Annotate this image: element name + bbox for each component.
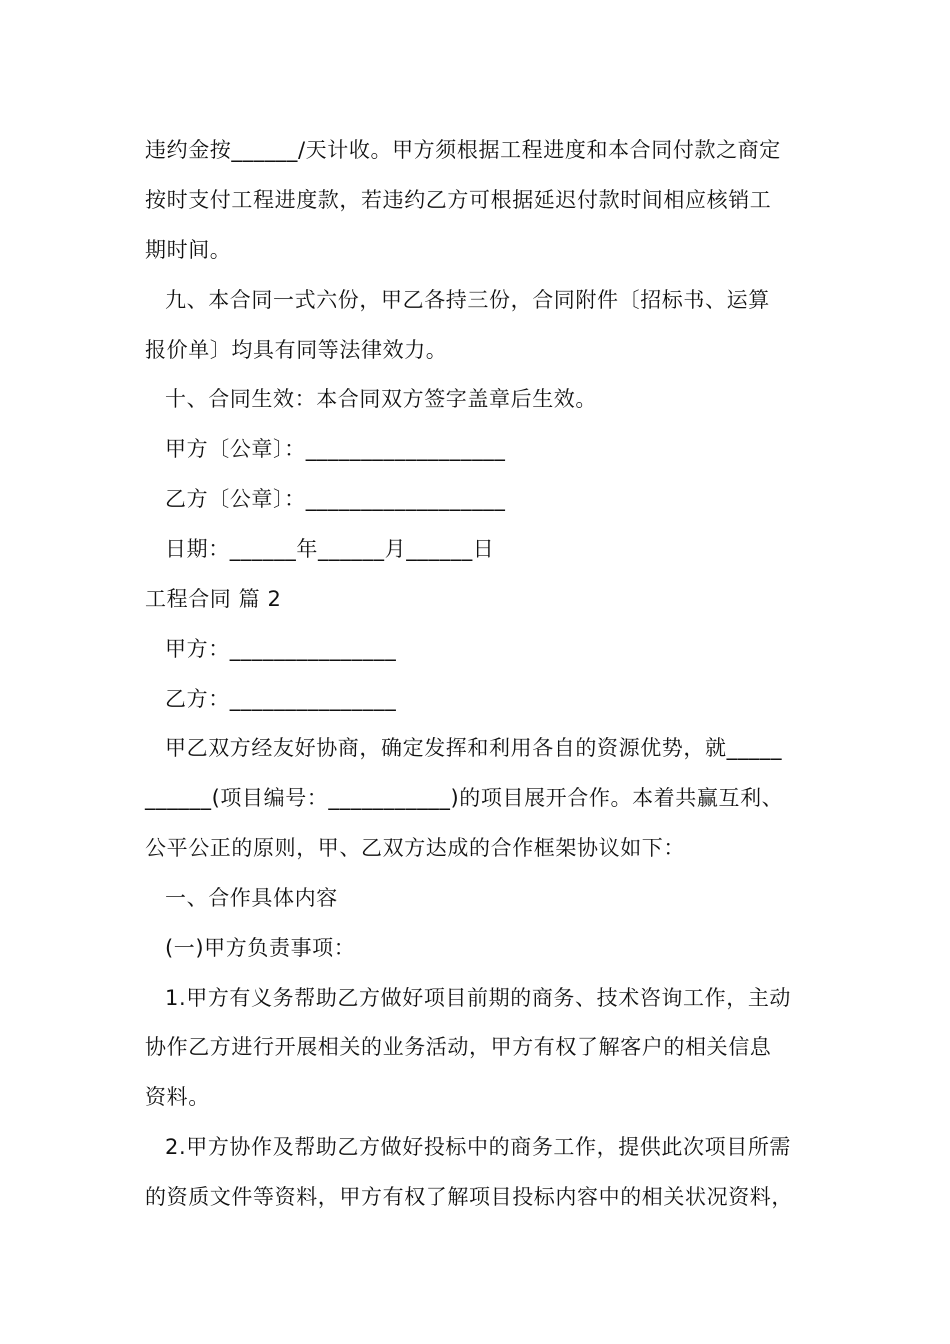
paragraph-line: 的资质文件等资料，甲方有权了解项目投标内容中的相关状况资料， [145, 1185, 793, 1209]
paragraph-line: 协作乙方进行开展相关的业务活动，甲方有权了解客户的相关信息 [145, 1035, 772, 1059]
paragraph-line: 十、合同生效：本合同双方签字盖章后生效。 [165, 387, 597, 411]
signature-line-party-a: 甲方〔公章〕：__________________ [165, 437, 506, 461]
paragraph-line: 1.甲方有义务帮助乙方做好项目前期的商务、技术咨询工作，主动 [165, 986, 792, 1010]
party-a-line: 甲方：_______________ [165, 637, 397, 661]
paragraph-line: 按时支付工程进度款，若违约乙方可根据延迟付款时间相应核销工 [145, 188, 772, 212]
clause-heading: 一、合作具体内容 [165, 886, 338, 910]
clause-subheading: (一)甲方负责事项： [165, 936, 356, 960]
paragraph-line: 甲乙双方经友好协商，确定发挥和利用各自的资源优势，就_____ [165, 736, 783, 760]
paragraph-line: ______(项目编号：___________)的项目展开合作。本着共赢互利、 [145, 786, 784, 810]
paragraph-line: 违约金按______/天计收。甲方须根据工程进度和本合同付款之商定 [145, 138, 781, 162]
date-line: 日期：______年______月______日 [165, 537, 495, 561]
party-b-line: 乙方：_______________ [165, 687, 397, 711]
paragraph-line: 期时间。 [145, 238, 232, 262]
paragraph-line: 报价单〕均具有同等法律效力。 [145, 338, 448, 362]
paragraph-line: 2.甲方协作及帮助乙方做好投标中的商务工作，提供此次项目所需 [165, 1135, 792, 1159]
signature-line-party-b: 乙方〔公章〕：__________________ [165, 487, 506, 511]
paragraph-line: 公平公正的原则，甲、乙双方达成的合作框架协议如下： [145, 836, 685, 860]
paragraph-line: 九、本合同一式六份，甲乙各持三份，合同附件〔招标书、运算 [165, 288, 770, 312]
section-heading: 工程合同 篇 2 [145, 587, 282, 611]
paragraph-line: 资料。 [145, 1085, 210, 1109]
